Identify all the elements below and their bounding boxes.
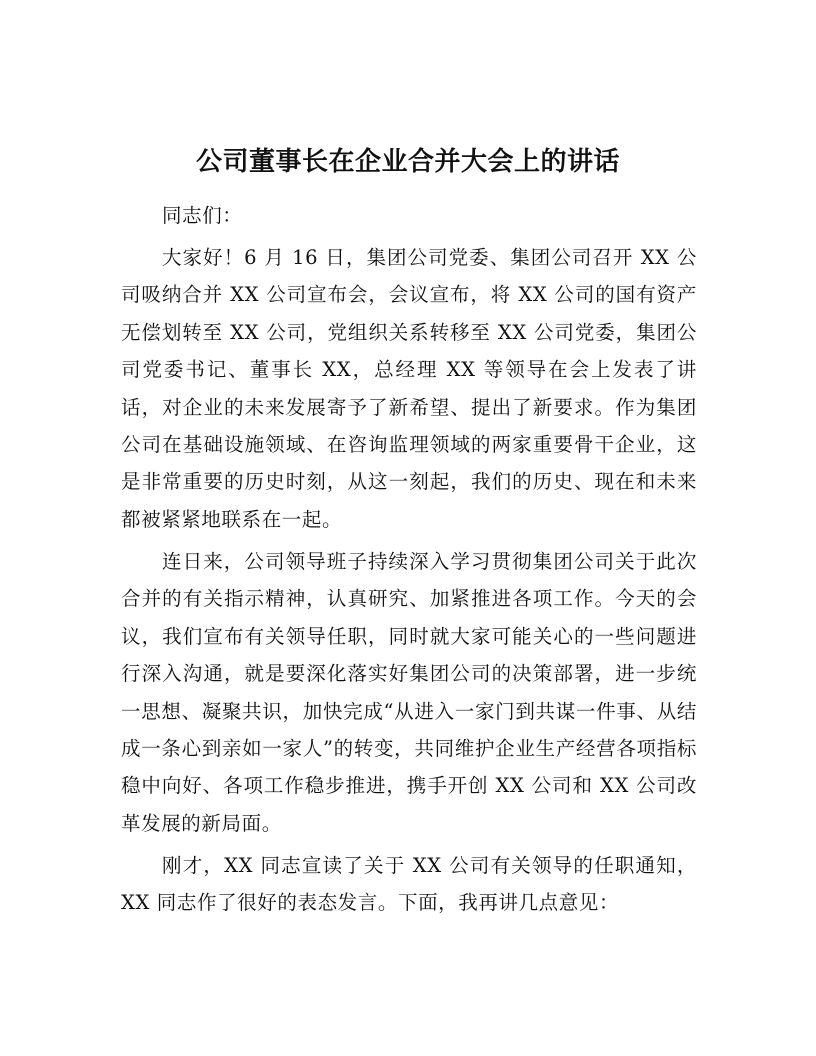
paragraph-2: 连日来，公司领导班子持续深入学习贯彻集团公司关于此次合并的有关指示精神，认真研究、加紧推进各项工作。今天的会议，我们宣布有关领导任职，同时就大家可能关心的一些问题进行深入沟通，就是要深化落实好集团公司的决策部署，进一步统一思想、凝聚共识，加快完成“从进入一家门到共谋一件事、从结成一条心到亲如一家人”的转变，共同维护企业生产经营各项指标稳中向好、各项工作稳步推进，携手开创 XX 公司和 XX 公司改革发展的新局面。 (121, 550, 697, 835)
paragraph-1: 大家好！6 月 16 日，集团公司党委、集团公司召开 XX 公司吸纳合并 XX 公司宣布会，会议宣布，将 XX 公司的国有资产无偿划转至 XX 公司，党组织关系转移至 XX 公司党委，集团公司党委书记、董事长 XX，总经理 XX 等领导在会上发表了讲话，对企业的未来发展寄予了新希望、提出了新要求。作为集团公司在基础设施领域、在咨询监理领域的两家重要骨干企业，这是非常重要的历史时刻，从这一刻起，我们的历史、现在和未来都被紧紧地联系在一起。 (121, 246, 697, 531)
document-title: 公司董事长在企业合并大会上的讲话 (195, 147, 620, 177)
paragraph-3: 刚才，XX 同志宣读了关于 XX 公司有关领导的任职通知，XX 同志作了很好的表态发言。下面，我再讲几点意见： (121, 854, 697, 915)
salutation: 同志们： (162, 204, 243, 227)
